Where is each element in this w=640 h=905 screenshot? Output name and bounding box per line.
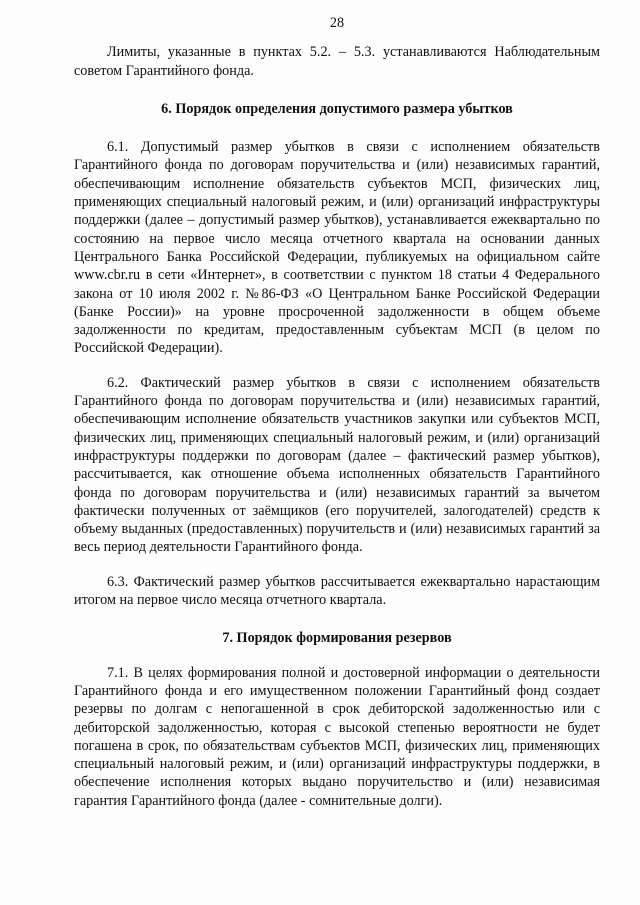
section-6-heading: 6. Порядок определения допустимого размера убытков [161,100,513,117]
page-number: 28 [329,15,345,31]
spacer [74,609,600,629]
paragraph-6-2: 6.2. Фактический размер убытков в связи с исполнением обязательств Гарантийного фонда по договорам поручительства и (или) независимых гарантий, обеспечивающим исполнение обязательств участников закупки или субъектов МСП, физических лиц, применяющих специальный налоговый режим, и (или) организаций инфраструктуры поддержки по договорам (далее – фактический размер убытков), рассчитывается, как отношение объема исполненных обязательств Гарантийного фонда по договорам поручительства и (или) независимых гарантий за вычетом фактически полученных от заёмщиков (его поручителей, залогодателей) средств к объему выданных (предоставленных) поручительств и (или) независимых гарантий за весь период деятельности Гарантийного фонда. [74,374,600,556]
paragraph-6-1: 6.1. Допустимый размер убытков в связи с исполнением обязательств Гарантийного фонда по договорам поручительства и (или) независимых гарантий, обеспечивающим исполнение обязательств субъектов МСП, физических лиц, применяющих специальный налоговый режим, и (или) организаций инфраструктуры поддержки (далее – допустимый размер убытков), устанавливается ежеквартально по состоянию на первое число месяца отчетного квартала на основании данных Центрального Банка Российской Федерации, публикуемых на официальном сайте www.cbr.ru в сети «Интернет», в соответствии с пунктом 18 статьи 4 Федерального закона от 10 июля 2002 г. №86-ФЗ «О Центральном Банке Российской Федерации (Банке России)» на уровне просроченной задолженности в общем объеме задолженности по кредитам, предоставленным субъектам МСП (в целом по Российской Федерации). [74,139,600,357]
spacer [74,648,600,664]
spacer [74,358,600,374]
paragraph-7-1: 7.1. В целях формирования полной и достоверной информации о деятельности Гарантийного фонда и его имущественном положении Гарантийный фонд создает резервы по долгам с непогашенной в срок дебиторской задолженностью или с дебиторской задолженностью, которая с высокой степенью вероятности не будет погашена в срок, по обязательствам субъектов МСП, физических лиц, применяющих специальный налоговый режим, и (или) организаций инфраструктуры поддержки, в обеспечение исполнения которых выдано поручительство и (или) независимая гарантия Гарантийного фонда (далее - сомнительные долги). [74,664,600,809]
spacer [74,557,600,573]
intro-paragraph: Лимиты, указанные в пунктах 5.2. – 5.3. устанавливаются Наблюдательным советом Гарантийного фонда. [74,44,600,79]
section-7-heading: 7. Порядок формирования резервов [222,630,452,647]
spacer [74,80,600,100]
spacer [74,118,600,138]
paragraph-6-3: 6.3. Фактический размер убытков рассчитывается ежеквартально нарастающим итогом на первое число месяца отчетного квартала. [74,573,600,609]
